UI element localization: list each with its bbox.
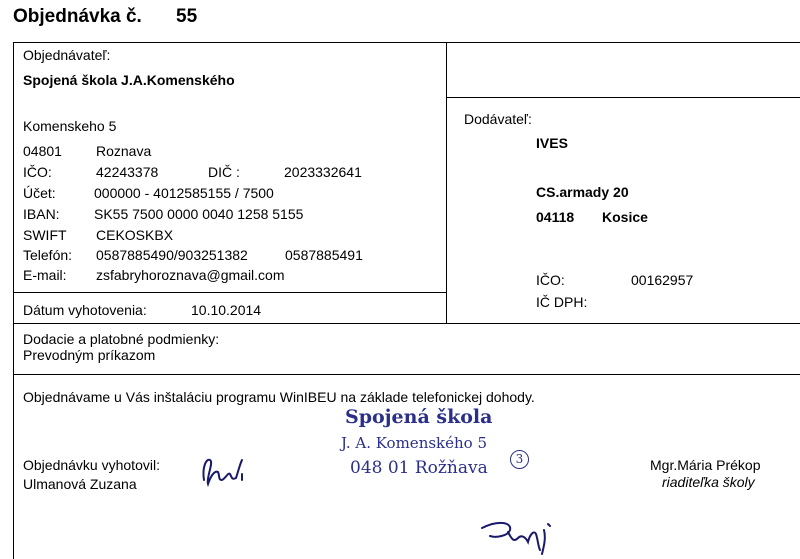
orderer-street: Komenskeho 5: [23, 118, 117, 134]
orderer-email-label: E-mail:: [23, 267, 67, 283]
terms-top-border: [13, 323, 800, 324]
director-signature-icon: [478, 516, 578, 559]
order-body-text: Objednávame u Vás inštaláciu programu WinIBEU na základe telefonickej dohody.: [23, 389, 535, 405]
body-top-border: [13, 374, 800, 375]
column-divider: [446, 42, 447, 323]
orderer-iban-label: IBAN:: [23, 206, 60, 222]
supplier-ico-label: IČO:: [536, 272, 565, 288]
orderer-city: Roznava: [96, 143, 152, 159]
orderer-phone-label: Telefón:: [23, 247, 73, 263]
supplier-city: Kosice: [602, 209, 648, 225]
supplier-top-border: [446, 97, 800, 98]
orderer-name: Spojená škola J.A.Komenského: [23, 72, 235, 88]
orderer-account-label: Účet:: [23, 185, 56, 201]
orderer-ico-label: IČO:: [23, 164, 52, 180]
orderer-swift: CEKOSKBX: [96, 227, 174, 243]
director-name: Mgr.Mária Prékop: [650, 457, 761, 473]
made-by-name: Ulmanová Zuzana: [23, 476, 137, 492]
stamp-number: 3: [510, 450, 529, 469]
orderer-email: zsfabryhoroznava@gmail.com: [96, 267, 285, 283]
supplier-label: Dodávateľ:: [464, 111, 532, 127]
date-row-border: [13, 292, 447, 293]
order-number: 55: [176, 6, 198, 27]
made-by-label: Objednávku vyhotovil:: [23, 457, 160, 473]
frame-top-border: [13, 42, 800, 43]
terms-value: Prevodným príkazom: [23, 347, 156, 363]
orderer-label: Objednávateľ:: [23, 47, 111, 63]
terms-label: Dodacie a platobné podmienky:: [23, 331, 220, 347]
orderer-account: 000000 - 4012585155 / 7500: [94, 185, 274, 201]
orderer-phone: 0587885490/903251382: [96, 247, 248, 263]
stamp-line-2: J. A. Komenského 5: [341, 434, 488, 452]
stamp-line-3: 048 01 Rožňava: [350, 458, 488, 478]
date-label: Dátum vyhotovenia:: [23, 302, 147, 318]
stamp-line-1: Spojená škola: [345, 406, 493, 428]
orderer-zip: 04801: [23, 143, 62, 159]
supplier-icdph-label: IČ DPH:: [536, 294, 588, 310]
supplier-zip: 04118: [536, 209, 575, 225]
orderer-fax: 0587885491: [285, 247, 363, 263]
supplier-ico: 00162957: [631, 272, 694, 288]
frame-left-border: [13, 42, 14, 559]
director-role: riaditeľka školy: [662, 474, 755, 490]
author-signature-icon: [196, 450, 256, 495]
supplier-street: CS.armady 20: [536, 184, 629, 200]
date-value: 10.10.2014: [191, 302, 262, 318]
orderer-swift-label: SWIFT: [23, 227, 67, 243]
orderer-iban: SK55 7500 0000 0040 1258 5155: [94, 206, 304, 222]
orderer-dic-label: DIČ :: [208, 164, 240, 180]
orderer-ico: 42243378: [96, 164, 159, 180]
supplier-name: IVES: [536, 135, 568, 151]
orderer-dic: 2023332641: [284, 164, 362, 180]
order-title: Objednávka č.: [13, 6, 142, 27]
